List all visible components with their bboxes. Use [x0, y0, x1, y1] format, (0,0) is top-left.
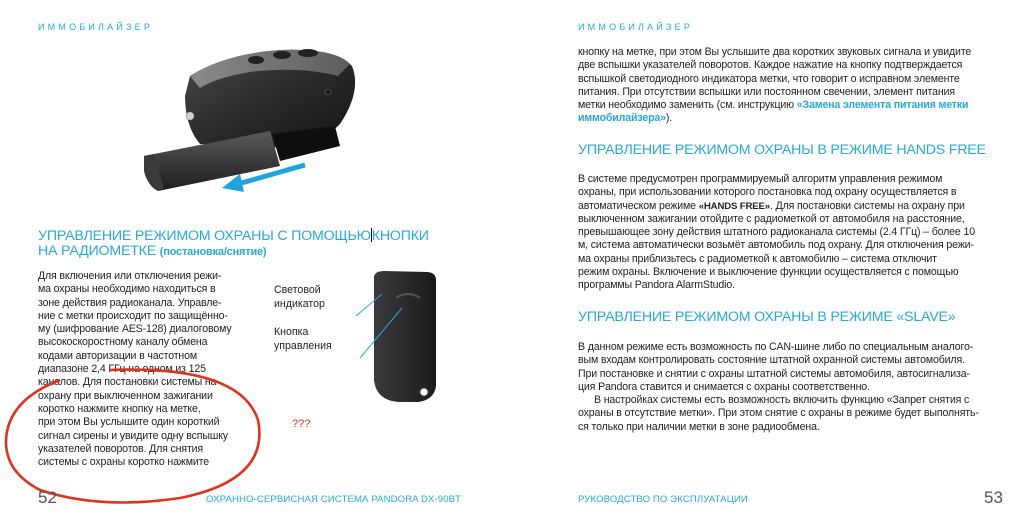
- text-line: Для включения или отключения режи-: [38, 270, 222, 282]
- text-line: системы с охраны коротко нажмите: [38, 456, 209, 469]
- key-fob-illustration: [336, 268, 456, 408]
- text-line: При постановке и снятии с охраны штатной системы автомобиля, автосигнализа-: [578, 367, 970, 380]
- text-line: В системе предусмотрен программируемый алгоритм управления режимом: [578, 173, 943, 185]
- right-page: [512, 0, 1024, 519]
- text-line: каналов. Для постановки системы на: [38, 376, 217, 389]
- text-line: охраны в отсутствие метки». При этом снятие с охраны в режиме будет выполнять-: [578, 407, 979, 420]
- text-line: ма охраны необходимо находиться в: [38, 283, 216, 296]
- heading-line2: НА РАДИОМЕТКЕ: [38, 243, 160, 259]
- text-line: вым входам контролировать состояние штатной охранной системы автомобиля.: [578, 354, 965, 367]
- section-label: ИММОБИЛАЙЗЕР: [38, 22, 154, 32]
- annotation-question-marks: ???: [292, 418, 311, 430]
- text-line: В настройках системы есть возможность включить функцию «Запрет снятия с: [594, 394, 970, 407]
- page-footer: ОХРАННО-СЕРВИСНАЯ СИСТЕМА PANDORA DX-90BT: [206, 494, 462, 505]
- text-line: режим охраны. Включение и выключение функции осуществляется с помощью: [578, 266, 959, 279]
- text-span: ).: [665, 112, 673, 125]
- text-line: сигнал сирены и увидите одну вспышку: [38, 429, 228, 442]
- text-line: [578, 99, 1018, 112]
- text-line: питания. При отсутствии вспышки или постоянном свечении, элемент питания: [578, 85, 955, 98]
- text-line: зоне действия радиоканала. Управле-: [38, 296, 222, 309]
- callout-button-line2: управления: [274, 339, 332, 352]
- text-line: две вспышки указателей поворотов. Каждое нажатие на кнопку подтверждается: [578, 59, 963, 72]
- text-line: ся только при наличии метки в зоне радиообмена.: [578, 420, 820, 433]
- heading-subtitle: (постановка/снятие): [159, 246, 267, 258]
- hands-free-paragraph: [578, 173, 1018, 293]
- callout-button-line1: Кнопка: [274, 326, 309, 338]
- page-footer: РУКОВОДСТВО ПО ЭКСПЛУАТАЦИИ: [578, 494, 748, 505]
- intro-paragraph: [578, 46, 1018, 126]
- text-line: при этом Вы услышите один короткий: [38, 416, 220, 429]
- text-line: коротко нажмите кнопку на метке,: [38, 402, 201, 415]
- heading-line1: УПРАВЛЕНИЕ РЕЖИМОМ ОХРАНЫ С ПОМОЩЬЮ: [38, 228, 371, 244]
- arrow-left-icon: [220, 160, 310, 195]
- battery-replacement-link-cont[interactable]: иммобилайзера»: [578, 112, 666, 125]
- hands-free-term: «HANDS FREE»: [698, 200, 770, 212]
- text-line: диапазоне 2,4 ГГц на одном из 125: [38, 363, 206, 376]
- text-line: кнопку на метке, при этом Вы услышите два коротких звуковых сигнала и увидите: [578, 46, 972, 58]
- section-label: ИММОБИЛАЙЗЕР: [578, 22, 694, 32]
- slave-paragraph: [578, 341, 1018, 434]
- text-line: охраны, при использовании которого постановка под охрану осуществляется в: [578, 186, 957, 199]
- text-line: ция Pandora ставится и снимается с охраны соответственно.: [578, 380, 870, 393]
- text-line: ма охраны приблизьтесь с радиометкой к автомобилю – система отключит: [578, 252, 937, 265]
- text-line: вспышкой светодиодного индикатора метки, что говорит о исправном элементе: [578, 72, 960, 85]
- text-line: м, система автоматически возьмёт автомобиль под охрану. Для отключения режи-: [578, 239, 974, 252]
- hands-free-heading: УПРАВЛЕНИЕ РЕЖИМОМ ОХРАНЫ В РЕЖИМЕ HANDS FREE: [578, 142, 986, 158]
- text-span: автоматическом режиме: [578, 199, 699, 212]
- text-span: метки необходимо заменить (см. инструкцию: [578, 99, 797, 112]
- text-line: [578, 112, 1018, 125]
- text-line: указателей поворотов. Для снятия: [38, 442, 204, 455]
- text-line: выключенном зажигании отойдите с радиометкой от автомобиля на расстояние,: [578, 212, 965, 225]
- heading-line1b: КНОПКИ: [371, 228, 429, 244]
- text-line: охрану при выключенном зажигании: [38, 389, 213, 402]
- text-line: му (шифрование AES-128) диалоговому: [38, 323, 232, 336]
- text-line: В данном режиме есть возможность по CAN-шине либо по специальным аналого-: [578, 341, 974, 353]
- slave-heading: УПРАВЛЕНИЕ РЕЖИМОМ ОХРАНЫ В РЕЖИМЕ «SLAVE»: [578, 309, 956, 325]
- text-line: кодами авторизации в частотном: [38, 349, 197, 362]
- callout-indicator-line2: индикатор: [274, 297, 325, 310]
- page-number: 52: [38, 488, 57, 507]
- callout-indicator-line1: Световой: [274, 284, 321, 296]
- text-line: высокоскоростному каналу обмена: [38, 336, 208, 349]
- text-span: . Для постановки системы на охрану при: [769, 199, 965, 212]
- callout-indicator: [274, 284, 325, 311]
- text-line: программы Pandora AlarmStudio.: [578, 279, 735, 292]
- text-line: превышающее зону действия штатного радиоканала системы (2.4 ГГц) – более 10: [578, 226, 975, 239]
- text-line: [578, 200, 1018, 213]
- battery-replacement-link[interactable]: «Замена элемента питания метки: [796, 99, 969, 112]
- text-line: ние с метки происходит по защищённо-: [38, 309, 228, 322]
- section-heading: [38, 228, 478, 260]
- callout-button: [274, 326, 332, 353]
- page-number: 53: [984, 488, 1003, 507]
